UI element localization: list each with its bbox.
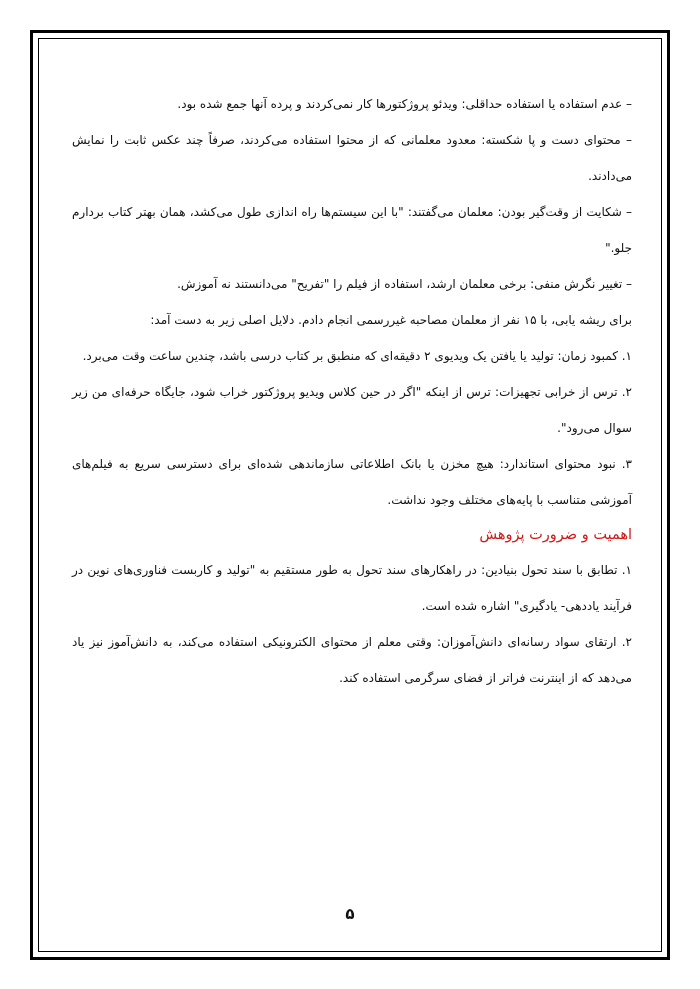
- paragraph-no-use: – عدم استفاده یا استفاده حداقلی: ویدئو پروژکتورها کار نمی‌کردند و پرده آنها جمع شده بود.: [177, 97, 632, 111]
- paragraph-broken-content: – محتوای دست و پا شکسته: معدود معلمانی که از محتوا استفاده می‌کردند، صرفاً چند عکس ثابت را نمایش می‌دادند.: [72, 133, 632, 183]
- document-body: [72, 86, 632, 696]
- list-item-transformation-document: ۱. تطابق با سند تحول بنیادین: در راهکارهای سند تحول به طور مستقیم به "تولید و کاربست فناوری‌های نوین در فرآیند یاددهی- یادگیری" اشاره شده است.: [72, 563, 632, 613]
- list-item-media-literacy: ۲. ارتقای سواد رسانه‌ای دانش‌آموزان: وقتی معلم از محتوای الکترونیکی استفاده می‌کند، به دانش‌آموز نیز یاد می‌دهد که از اینترنت فراتر از فضای سرگرمی استفاده کند.: [72, 635, 632, 685]
- paragraph-root-cause-intro: برای ریشه یابی، با ۱۵ نفر از معلمان مصاحبه غیررسمی انجام دادم. دلایل اصلی زیر به دست آمد:: [150, 313, 632, 327]
- list-item-no-standard-content: ۳. نبود محتوای استاندارد: هیچ مخزن یا بانک اطلاعاتی سازماندهی شده‌ای برای دسترسی سریع به فیلم‌های آموزشی متناسب با پایه‌های مختلف وجود نداشت.: [72, 457, 632, 507]
- list-item-lack-of-time: ۱. کمبود زمان: تولید یا یافتن یک ویدیوی ۲ دقیقه‌ای که منطبق بر کتاب درسی باشد، چندین ساعت وقت می‌برد.: [82, 349, 632, 363]
- paragraph-time-complaint: – شکایت از وقت‌گیر بودن: معلمان می‌گفتند: "با این سیستم‌ها راه اندازی طول می‌کشد، همان بهتر کتاب بردارم جلو.": [72, 205, 632, 255]
- section-heading-importance: اهمیت و ضرورت پژوهش: [479, 527, 632, 543]
- list-item-equipment-fear: ۲. ترس از خرابی تجهیزات: ترس از اینکه "اگر در حین کلاس ویدیو پروژکتور خراب شود، جایگاه حرفه‌ای من زیر سوال می‌رود".: [72, 385, 632, 435]
- page-number: ۵: [345, 905, 355, 923]
- paragraph-negative-attitude: – تغییر نگرش منفی: برخی معلمان ارشد، استفاده از فیلم را "تفریح" می‌دانستند نه آموزش.: [177, 277, 632, 291]
